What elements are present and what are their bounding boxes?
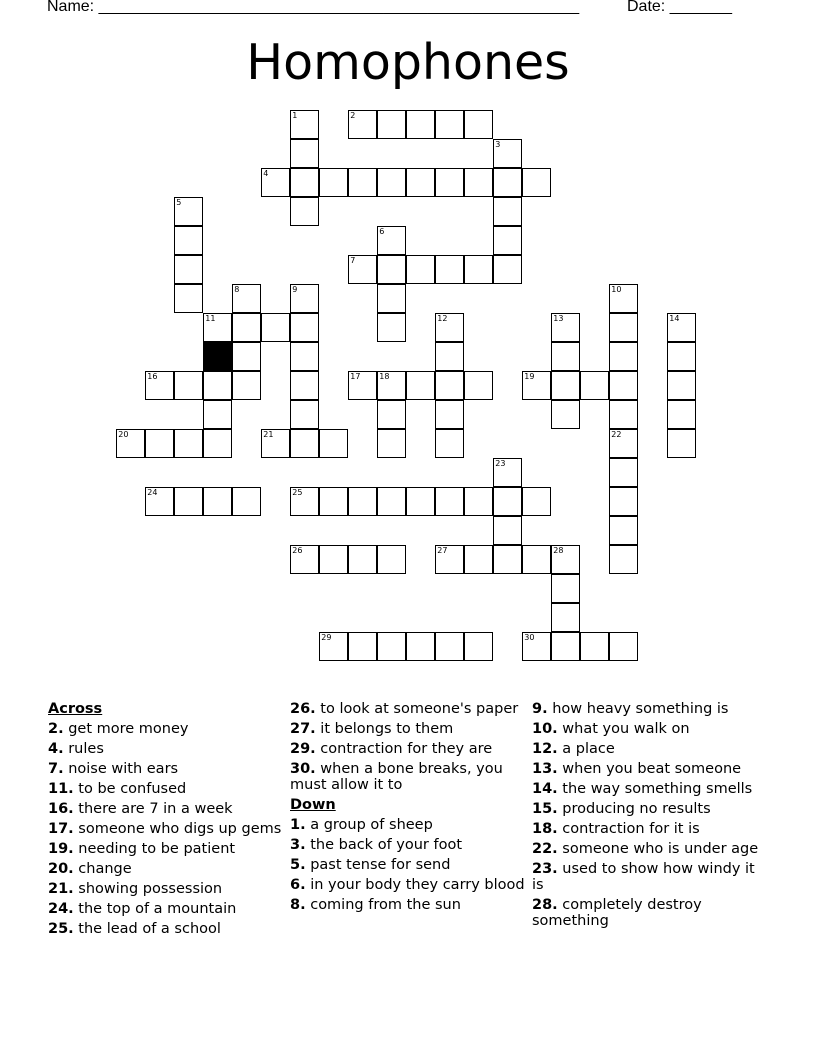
crossword-cell[interactable] [464, 632, 493, 661]
crossword-cell[interactable] [348, 168, 377, 197]
crossword-cell[interactable] [145, 429, 174, 458]
crossword-cell[interactable] [348, 487, 377, 516]
clue-text: there are 7 in a week [73, 801, 233, 817]
clue-number: 26. [290, 701, 316, 717]
clue-text: get more money [63, 721, 189, 737]
crossword-cell[interactable] [435, 110, 464, 139]
cell-number: 16 [147, 372, 158, 382]
clue-text: producing no results [557, 801, 711, 817]
clue-number: 15. [532, 801, 558, 817]
cell-number: 30 [524, 633, 535, 643]
clues-column-1 [48, 701, 286, 941]
crossword-cell[interactable] [435, 255, 464, 284]
clue-text: a place [557, 741, 615, 757]
cell-number: 29 [321, 633, 332, 643]
crossword-cell[interactable] [551, 603, 580, 632]
crossword-cell[interactable] [290, 400, 319, 429]
crossword-cell[interactable] [464, 255, 493, 284]
cell-number: 20 [118, 430, 129, 440]
clues-column-3 [532, 701, 770, 933]
across-clue [48, 901, 286, 917]
clue-text: someone who is under age [557, 841, 759, 857]
clue-text: the back of your foot [305, 837, 463, 853]
clue-number: 24. [48, 901, 74, 917]
clue-text: what you walk on [557, 721, 690, 737]
crossword-cell[interactable] [580, 371, 609, 400]
crossword-cell[interactable] [319, 545, 348, 574]
clue-text: contraction for they are [315, 741, 493, 757]
clue-number: 25. [48, 921, 74, 937]
crossword-cell[interactable] [232, 313, 261, 342]
crossword-cell[interactable] [551, 371, 580, 400]
crossword-cell[interactable] [174, 226, 203, 255]
crossword-cell[interactable] [522, 168, 551, 197]
crossword-cell[interactable] [319, 168, 348, 197]
crossword-cell[interactable] [377, 371, 406, 400]
clue-number: 5. [290, 857, 306, 873]
crossword-cell[interactable] [348, 371, 377, 400]
crossword-cell[interactable] [522, 371, 551, 400]
clue-number: 19. [48, 841, 74, 857]
clue-number: 3. [290, 837, 306, 853]
crossword-cell[interactable] [377, 255, 406, 284]
down-clue [290, 857, 528, 873]
across-clue [48, 741, 286, 757]
down-clue [290, 877, 528, 893]
cell-number: 26 [292, 546, 303, 556]
across-clue [48, 841, 286, 857]
crossword-cell[interactable] [667, 371, 696, 400]
crossword-cell[interactable] [319, 632, 348, 661]
crossword-cell[interactable] [377, 487, 406, 516]
down-clue [532, 721, 770, 737]
crossword-cell[interactable] [522, 545, 551, 574]
crossword-cell[interactable] [174, 255, 203, 284]
cell-number: 27 [437, 546, 448, 556]
clue-number: 29. [290, 741, 316, 757]
crossword-cell[interactable] [493, 487, 522, 516]
crossword-cell[interactable] [493, 168, 522, 197]
down-clue [532, 897, 770, 929]
crossword-cell[interactable] [290, 342, 319, 371]
crossword-cell[interactable] [609, 284, 638, 313]
cell-number: 17 [350, 372, 361, 382]
clue-number: 9. [532, 701, 548, 717]
cell-number: 7 [350, 256, 356, 266]
down-clue [532, 741, 770, 757]
crossword-cell[interactable] [203, 371, 232, 400]
name-label: Name: [47, 0, 95, 15]
crossword-cell[interactable] [464, 110, 493, 139]
clue-text: completely destroy something [532, 897, 702, 929]
cell-number: 18 [379, 372, 390, 382]
cell-number: 21 [263, 430, 274, 440]
crossword-cell[interactable] [609, 458, 638, 487]
across-clue [290, 721, 528, 737]
across-clue [290, 701, 528, 717]
crossword-cell[interactable] [551, 574, 580, 603]
crossword-cell[interactable] [493, 516, 522, 545]
crossword-cell[interactable] [493, 226, 522, 255]
crossword-cell[interactable] [174, 429, 203, 458]
crossword-cell[interactable] [377, 313, 406, 342]
crossword-cell[interactable] [406, 487, 435, 516]
down-clue-list-1 [290, 817, 528, 913]
clue-number: 18. [532, 821, 558, 837]
crossword-cell[interactable] [174, 284, 203, 313]
cell-number: 23 [495, 459, 506, 469]
crossword-cell[interactable] [493, 255, 522, 284]
cell-number: 1 [292, 111, 298, 121]
clue-text: how heavy something is [547, 701, 729, 717]
down-clue [290, 817, 528, 833]
crossword-cell[interactable] [290, 313, 319, 342]
crossword-cell[interactable] [377, 168, 406, 197]
clue-text: needing to be patient [73, 841, 236, 857]
crossword-cell[interactable] [435, 400, 464, 429]
crossword-cell[interactable] [435, 313, 464, 342]
clue-text: to look at someone's paper [315, 701, 519, 717]
crossword-cell[interactable] [290, 110, 319, 139]
cell-number: 19 [524, 372, 535, 382]
crossword-cell[interactable] [377, 545, 406, 574]
clue-text: showing possession [73, 881, 223, 897]
clue-number: 11. [48, 781, 74, 797]
clue-number: 20. [48, 861, 74, 877]
crossword-cell[interactable] [377, 400, 406, 429]
crossword-cell[interactable] [551, 400, 580, 429]
crossword-cell[interactable] [464, 487, 493, 516]
clue-text: the lead of a school [73, 921, 221, 937]
cell-number: 22 [611, 430, 622, 440]
crossword-cell[interactable] [290, 139, 319, 168]
crossword-cell[interactable] [203, 400, 232, 429]
crossword-cell[interactable] [290, 168, 319, 197]
cell-number: 11 [205, 314, 216, 324]
down-clue [532, 801, 770, 817]
across-clue-list-2 [290, 701, 528, 793]
clue-text: to be confused [73, 781, 187, 797]
crossword-cell[interactable] [609, 371, 638, 400]
clue-text: coming from the sun [305, 897, 461, 913]
down-clue [532, 821, 770, 837]
crossword-cell[interactable] [435, 342, 464, 371]
crossword-cell[interactable] [290, 487, 319, 516]
clue-number: 21. [48, 881, 74, 897]
clue-number: 2. [48, 721, 64, 737]
down-clue-list-2 [532, 701, 770, 929]
crossword-cell[interactable] [290, 284, 319, 313]
crossword-cell[interactable] [261, 429, 290, 458]
clue-number: 28. [532, 897, 558, 913]
clue-number: 8. [290, 897, 306, 913]
crossword-cell[interactable] [493, 139, 522, 168]
crossword-cell[interactable] [232, 371, 261, 400]
crossword-cell[interactable] [667, 429, 696, 458]
across-clue [290, 761, 528, 793]
crossword-cell[interactable] [464, 371, 493, 400]
cell-number: 9 [292, 285, 298, 295]
crossword-cell[interactable] [406, 632, 435, 661]
clues-column-2 [290, 701, 528, 917]
across-clue-list-1 [48, 721, 286, 937]
down-clue [532, 701, 770, 717]
crossword-cell[interactable] [667, 313, 696, 342]
crossword-cell[interactable] [551, 545, 580, 574]
crossword-cell[interactable] [464, 168, 493, 197]
crossword-cell[interactable] [609, 342, 638, 371]
crossword-cell[interactable] [464, 545, 493, 574]
crossword-cell[interactable] [609, 632, 638, 661]
across-clue [290, 741, 528, 757]
cell-number: 3 [495, 140, 501, 150]
crossword-black-cell [203, 342, 232, 371]
cell-number: 13 [553, 314, 564, 324]
clue-text: contraction for it is [557, 821, 700, 837]
crossword-cell[interactable] [609, 487, 638, 516]
clue-number: 7. [48, 761, 64, 777]
crossword-cell[interactable] [551, 342, 580, 371]
crossword-cell[interactable] [609, 516, 638, 545]
crossword-cell[interactable] [435, 168, 464, 197]
cell-number: 14 [669, 314, 680, 324]
crossword-cell[interactable] [232, 284, 261, 313]
clue-text: when you beat someone [557, 761, 742, 777]
crossword-cell[interactable] [319, 429, 348, 458]
down-clue [290, 897, 528, 913]
crossword-cell[interactable] [435, 545, 464, 574]
down-clue [532, 861, 770, 893]
clue-number: 16. [48, 801, 74, 817]
clue-number: 27. [290, 721, 316, 737]
crossword-cell[interactable] [232, 487, 261, 516]
crossword-cell[interactable] [145, 371, 174, 400]
crossword-cell[interactable] [522, 487, 551, 516]
crossword-cell[interactable] [377, 632, 406, 661]
clue-text: a group of sheep [305, 817, 433, 833]
crossword-cell[interactable] [493, 197, 522, 226]
clue-number: 6. [290, 877, 306, 893]
crossword-cell[interactable] [377, 226, 406, 255]
clue-number: 4. [48, 741, 64, 757]
crossword-cell[interactable] [261, 168, 290, 197]
cell-number: 28 [553, 546, 564, 556]
clue-number: 14. [532, 781, 558, 797]
crossword-cell[interactable] [609, 313, 638, 342]
crossword-cell[interactable] [377, 284, 406, 313]
cell-number: 12 [437, 314, 448, 324]
crossword-cell[interactable] [406, 110, 435, 139]
crossword-cell[interactable] [348, 545, 377, 574]
across-clue [48, 761, 286, 777]
crossword-cell[interactable] [435, 487, 464, 516]
crossword-cell[interactable] [145, 487, 174, 516]
page-title: Homophones [246, 34, 570, 91]
clue-number: 10. [532, 721, 558, 737]
date-label: Date: [627, 0, 666, 15]
clue-text: noise with ears [63, 761, 179, 777]
crossword-cell[interactable] [609, 545, 638, 574]
clue-text: rules [63, 741, 104, 757]
crossword-cell[interactable] [377, 429, 406, 458]
crossword-cell[interactable] [551, 632, 580, 661]
cell-number: 10 [611, 285, 622, 295]
across-clue [48, 881, 286, 897]
crossword-cell[interactable] [203, 429, 232, 458]
clue-number: 17. [48, 821, 74, 837]
crossword-cell[interactable] [609, 429, 638, 458]
cell-number: 24 [147, 488, 158, 498]
crossword-cell[interactable] [290, 197, 319, 226]
clue-text: it belongs to them [315, 721, 454, 737]
cell-number: 6 [379, 227, 385, 237]
crossword-cell[interactable] [348, 632, 377, 661]
crossword-cell[interactable] [174, 487, 203, 516]
crossword-cell[interactable] [203, 313, 232, 342]
across-clue [48, 921, 286, 937]
across-heading: Across [48, 701, 103, 717]
crossword-cell[interactable] [435, 371, 464, 400]
crossword-cell[interactable] [435, 429, 464, 458]
crossword-cell[interactable] [348, 110, 377, 139]
crossword-cell[interactable] [406, 168, 435, 197]
clue-text: the way something smells [557, 781, 753, 797]
crossword-cell[interactable] [261, 313, 290, 342]
crossword-cell[interactable] [377, 110, 406, 139]
crossword-cell[interactable] [609, 400, 638, 429]
down-clue [532, 761, 770, 777]
across-clue [48, 721, 286, 737]
clue-number: 30. [290, 761, 316, 777]
clue-text: when a bone breaks, you must allow it to [290, 761, 503, 793]
across-clue [48, 861, 286, 877]
crossword-cell[interactable] [116, 429, 145, 458]
clue-text: in your body they carry blood [305, 877, 525, 893]
down-clue [290, 837, 528, 853]
crossword-cell[interactable] [290, 429, 319, 458]
across-clue [48, 801, 286, 817]
crossword-cell[interactable] [406, 255, 435, 284]
cell-number: 8 [234, 285, 240, 295]
clue-number: 12. [532, 741, 558, 757]
clue-text: someone who digs up gems [73, 821, 282, 837]
cell-number: 2 [350, 111, 356, 121]
across-clue [48, 781, 286, 797]
crossword-cell[interactable] [406, 371, 435, 400]
crossword-cell[interactable] [174, 197, 203, 226]
crossword-cell[interactable] [522, 632, 551, 661]
crossword-cell[interactable] [290, 545, 319, 574]
clue-number: 1. [290, 817, 306, 833]
clue-text: the top of a mountain [73, 901, 237, 917]
clue-number: 22. [532, 841, 558, 857]
date-line: _______ [669, 0, 732, 15]
clue-text: change [73, 861, 132, 877]
crossword-cell[interactable] [435, 632, 464, 661]
crossword-cell[interactable] [667, 342, 696, 371]
name-line: ______________________________________________________ [98, 0, 580, 15]
down-clue [532, 781, 770, 797]
crossword-cell[interactable] [493, 545, 522, 574]
crossword-cell[interactable] [174, 371, 203, 400]
clue-number: 13. [532, 761, 558, 777]
cell-number: 4 [263, 169, 269, 179]
crossword-cell[interactable] [667, 400, 696, 429]
crossword-cell[interactable] [348, 255, 377, 284]
clue-number: 23. [532, 861, 558, 877]
clue-text: past tense for send [305, 857, 451, 873]
cell-number: 5 [176, 198, 182, 208]
crossword-cell[interactable] [580, 632, 609, 661]
clue-text: used to show how windy it is [532, 861, 755, 893]
crossword-cell[interactable] [551, 313, 580, 342]
crossword-cell[interactable] [232, 342, 261, 371]
across-clue [48, 821, 286, 837]
down-heading: Down [290, 797, 336, 813]
crossword-cell[interactable] [493, 458, 522, 487]
down-clue [532, 841, 770, 857]
crossword-cell[interactable] [319, 487, 348, 516]
crossword-cell[interactable] [203, 487, 232, 516]
cell-number: 25 [292, 488, 303, 498]
crossword-cell[interactable] [290, 371, 319, 400]
